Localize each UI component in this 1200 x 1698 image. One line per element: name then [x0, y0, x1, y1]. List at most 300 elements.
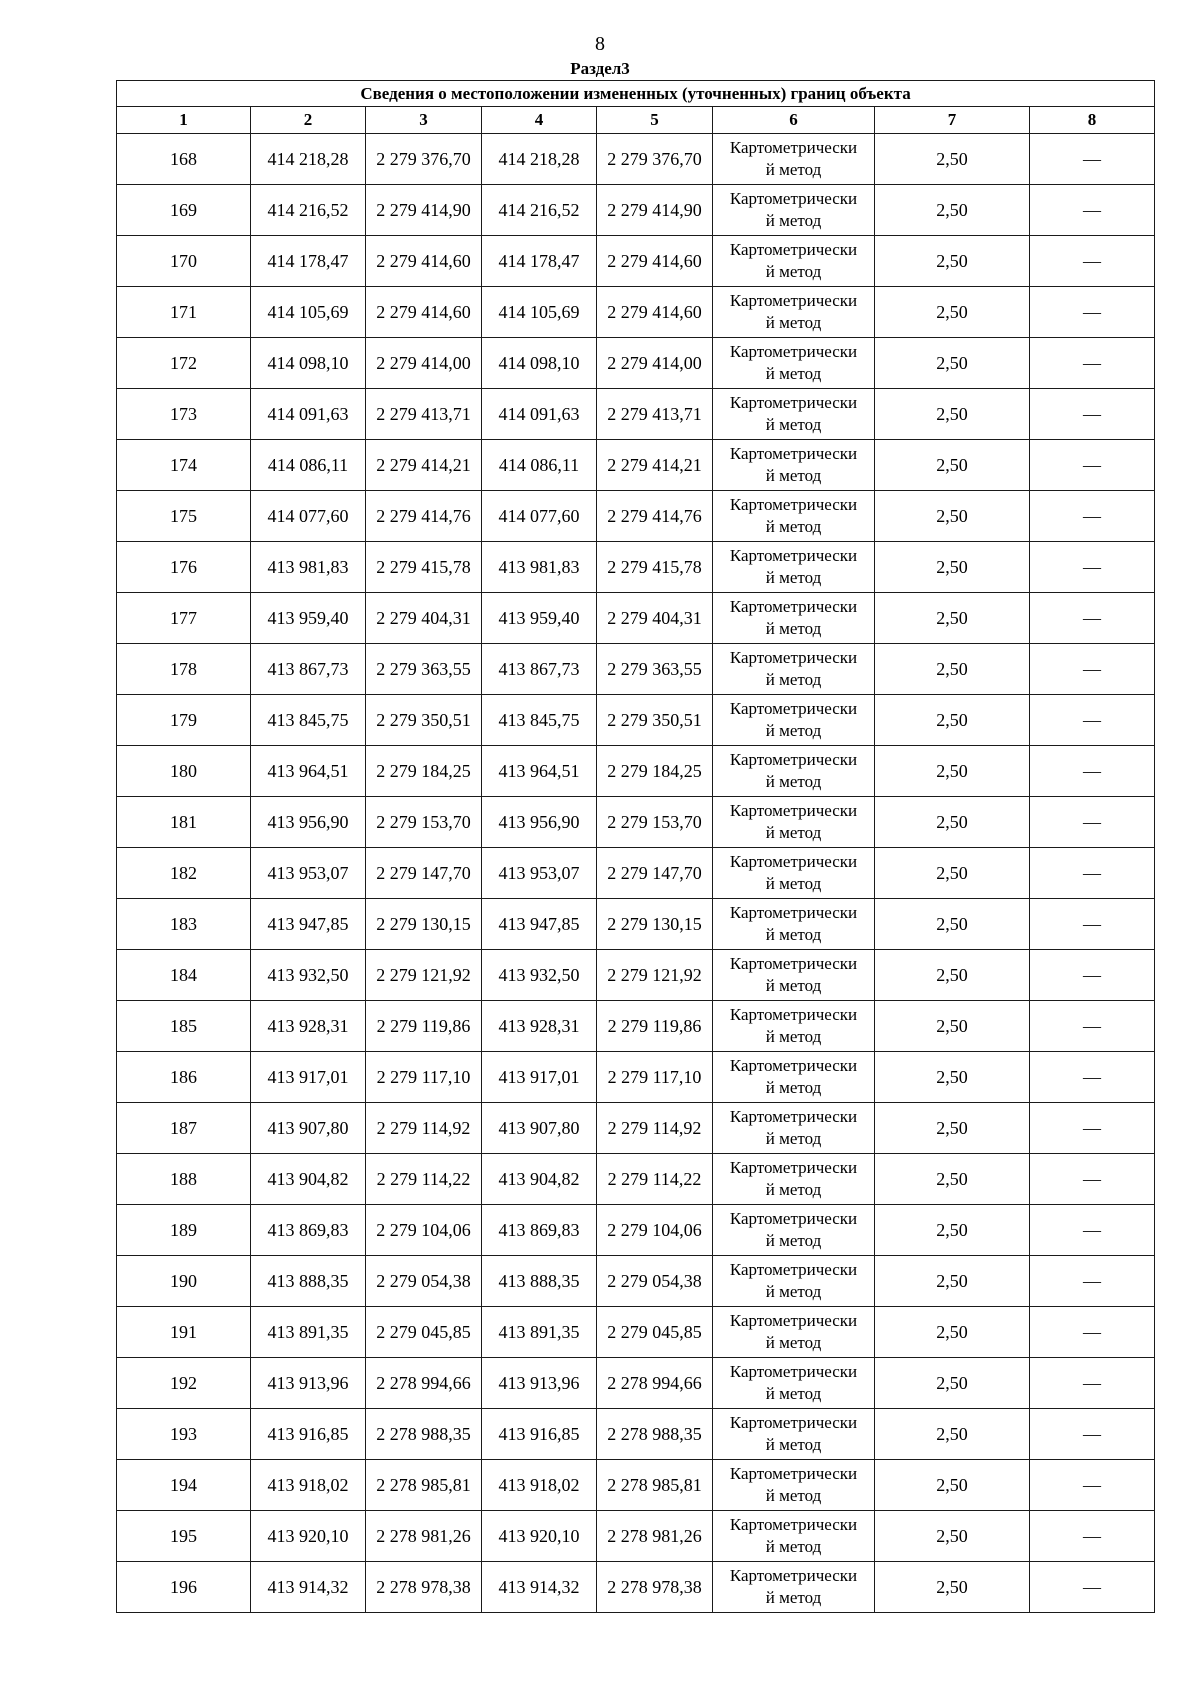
x-new-cell: 413 947,85 — [482, 899, 597, 950]
table-row — [117, 644, 1155, 695]
table-row — [117, 287, 1155, 338]
x-new-cell: 414 098,10 — [482, 338, 597, 389]
point-number-cell: 170 — [117, 236, 251, 287]
table-row — [117, 1154, 1155, 1205]
x-new-cell: 413 953,07 — [482, 848, 597, 899]
x-existing-cell: 413 914,32 — [251, 1562, 366, 1613]
method-text: й метод — [765, 415, 822, 434]
point-number-cell: 187 — [117, 1103, 251, 1154]
method-cell — [713, 950, 875, 1001]
method-text: Картометрически — [729, 750, 858, 769]
note-cell: — — [1030, 440, 1155, 491]
y-existing-cell: 2 279 130,15 — [366, 899, 482, 950]
method-text: Картометрически — [729, 1209, 858, 1228]
y-new-cell: 2 279 414,21 — [597, 440, 713, 491]
x-new-cell: 414 086,11 — [482, 440, 597, 491]
accuracy-cell: 2,50 — [875, 1205, 1030, 1256]
column-number: 2 — [251, 107, 366, 134]
y-new-cell: 2 278 988,35 — [597, 1409, 713, 1460]
accuracy-cell: 2,50 — [875, 338, 1030, 389]
section-title: Раздел3 — [570, 59, 630, 78]
accuracy-cell: 2,50 — [875, 848, 1030, 899]
point-number-cell: 174 — [117, 440, 251, 491]
note-cell: — — [1030, 338, 1155, 389]
note-cell: — — [1030, 848, 1155, 899]
table-row — [117, 950, 1155, 1001]
point-number-cell: 179 — [117, 695, 251, 746]
method-text: Картометрически — [729, 138, 858, 157]
method-text: й метод — [765, 874, 822, 893]
x-new-cell: 413 907,80 — [482, 1103, 597, 1154]
point-number-cell: 188 — [117, 1154, 251, 1205]
accuracy-cell: 2,50 — [875, 542, 1030, 593]
method-text: й метод — [765, 670, 822, 689]
y-existing-cell: 2 279 414,21 — [366, 440, 482, 491]
x-existing-cell: 413 947,85 — [251, 899, 366, 950]
column-number: 8 — [1030, 107, 1155, 134]
table-row — [117, 797, 1155, 848]
y-existing-cell: 2 278 981,26 — [366, 1511, 482, 1562]
method-text: й метод — [765, 721, 822, 740]
x-existing-cell: 413 928,31 — [251, 1001, 366, 1052]
x-existing-cell: 414 216,52 — [251, 185, 366, 236]
y-new-cell: 2 279 114,22 — [597, 1154, 713, 1205]
x-existing-cell: 414 178,47 — [251, 236, 366, 287]
y-existing-cell: 2 278 988,35 — [366, 1409, 482, 1460]
method-cell — [713, 236, 875, 287]
method-text: Картометрически — [729, 1413, 858, 1432]
note-cell: — — [1030, 1256, 1155, 1307]
method-text: Картометрически — [729, 393, 858, 412]
note-cell: — — [1030, 185, 1155, 236]
y-existing-cell: 2 279 045,85 — [366, 1307, 482, 1358]
y-existing-cell: 2 279 054,38 — [366, 1256, 482, 1307]
y-existing-cell: 2 279 414,90 — [366, 185, 482, 236]
method-cell — [713, 440, 875, 491]
x-existing-cell: 414 098,10 — [251, 338, 366, 389]
table-row — [117, 236, 1155, 287]
method-text: й метод — [765, 1435, 822, 1454]
method-cell — [713, 1103, 875, 1154]
x-existing-cell: 413 959,40 — [251, 593, 366, 644]
table-caption-row — [117, 81, 1155, 107]
point-number-cell: 189 — [117, 1205, 251, 1256]
method-text: й метод — [765, 466, 822, 485]
method-cell — [713, 134, 875, 185]
x-new-cell: 414 105,69 — [482, 287, 597, 338]
method-cell — [713, 338, 875, 389]
point-number-cell: 173 — [117, 389, 251, 440]
x-existing-cell: 413 964,51 — [251, 746, 366, 797]
x-existing-cell: 413 891,35 — [251, 1307, 366, 1358]
table-row — [117, 542, 1155, 593]
method-cell — [713, 1154, 875, 1205]
table-body — [117, 134, 1155, 1613]
note-cell: — — [1030, 899, 1155, 950]
table-row — [117, 1460, 1155, 1511]
x-existing-cell: 413 932,50 — [251, 950, 366, 1001]
note-cell: — — [1030, 1358, 1155, 1409]
method-cell — [713, 1511, 875, 1562]
accuracy-cell: 2,50 — [875, 1511, 1030, 1562]
x-existing-cell: 413 888,35 — [251, 1256, 366, 1307]
accuracy-cell: 2,50 — [875, 440, 1030, 491]
note-cell: — — [1030, 1562, 1155, 1613]
method-text: Картометрически — [729, 648, 858, 667]
method-text: Картометрически — [729, 1107, 858, 1126]
y-existing-cell: 2 278 985,81 — [366, 1460, 482, 1511]
method-text: Картометрически — [729, 1158, 858, 1177]
point-number-cell: 191 — [117, 1307, 251, 1358]
method-text: й метод — [765, 1282, 822, 1301]
y-existing-cell: 2 279 147,70 — [366, 848, 482, 899]
point-number-cell: 177 — [117, 593, 251, 644]
x-existing-cell: 413 913,96 — [251, 1358, 366, 1409]
x-existing-cell: 413 917,01 — [251, 1052, 366, 1103]
y-new-cell: 2 278 978,38 — [597, 1562, 713, 1613]
method-text: Картометрически — [729, 903, 858, 922]
y-existing-cell: 2 279 414,60 — [366, 236, 482, 287]
method-cell — [713, 848, 875, 899]
table-row — [117, 1001, 1155, 1052]
method-cell — [713, 287, 875, 338]
method-text: й метод — [765, 619, 822, 638]
note-cell: — — [1030, 389, 1155, 440]
note-cell: — — [1030, 287, 1155, 338]
y-new-cell: 2 279 045,85 — [597, 1307, 713, 1358]
point-number-cell: 195 — [117, 1511, 251, 1562]
method-text: Картометрически — [729, 1464, 858, 1483]
method-text: й метод — [765, 1027, 822, 1046]
y-existing-cell: 2 279 376,70 — [366, 134, 482, 185]
accuracy-cell: 2,50 — [875, 389, 1030, 440]
point-number-cell: 175 — [117, 491, 251, 542]
y-existing-cell: 2 279 363,55 — [366, 644, 482, 695]
accuracy-cell: 2,50 — [875, 950, 1030, 1001]
method-text: й метод — [765, 925, 822, 944]
accuracy-cell: 2,50 — [875, 1358, 1030, 1409]
method-text: Картометрически — [729, 189, 858, 208]
x-new-cell: 413 917,01 — [482, 1052, 597, 1103]
y-new-cell: 2 279 376,70 — [597, 134, 713, 185]
y-existing-cell: 2 278 978,38 — [366, 1562, 482, 1613]
y-existing-cell: 2 279 114,92 — [366, 1103, 482, 1154]
column-number: 5 — [597, 107, 713, 134]
point-number-cell: 190 — [117, 1256, 251, 1307]
point-number-cell: 193 — [117, 1409, 251, 1460]
table-row — [117, 695, 1155, 746]
table-row — [117, 1256, 1155, 1307]
note-cell: — — [1030, 491, 1155, 542]
method-text: Картометрически — [729, 699, 858, 718]
y-existing-cell: 2 278 994,66 — [366, 1358, 482, 1409]
x-new-cell: 413 891,35 — [482, 1307, 597, 1358]
y-new-cell: 2 279 117,10 — [597, 1052, 713, 1103]
method-text: Картометрически — [729, 954, 858, 973]
method-cell — [713, 1460, 875, 1511]
y-existing-cell: 2 279 104,06 — [366, 1205, 482, 1256]
y-new-cell: 2 279 119,86 — [597, 1001, 713, 1052]
y-existing-cell: 2 279 119,86 — [366, 1001, 482, 1052]
y-existing-cell: 2 279 153,70 — [366, 797, 482, 848]
y-existing-cell: 2 279 413,71 — [366, 389, 482, 440]
method-text: й метод — [765, 1588, 822, 1607]
method-cell — [713, 695, 875, 746]
accuracy-cell: 2,50 — [875, 593, 1030, 644]
note-cell: — — [1030, 797, 1155, 848]
y-new-cell: 2 279 414,60 — [597, 287, 713, 338]
x-existing-cell: 413 916,85 — [251, 1409, 366, 1460]
point-number-cell: 172 — [117, 338, 251, 389]
method-cell — [713, 1205, 875, 1256]
x-existing-cell: 413 904,82 — [251, 1154, 366, 1205]
y-new-cell: 2 278 985,81 — [597, 1460, 713, 1511]
x-new-cell: 413 928,31 — [482, 1001, 597, 1052]
accuracy-cell: 2,50 — [875, 185, 1030, 236]
y-existing-cell: 2 279 404,31 — [366, 593, 482, 644]
x-existing-cell: 414 218,28 — [251, 134, 366, 185]
method-text: й метод — [765, 211, 822, 230]
x-existing-cell: 414 091,63 — [251, 389, 366, 440]
point-number-cell: 185 — [117, 1001, 251, 1052]
method-text: Картометрически — [729, 801, 858, 820]
table-row — [117, 1205, 1155, 1256]
method-cell — [713, 1307, 875, 1358]
method-text: Картометрически — [729, 240, 858, 259]
point-number-cell: 196 — [117, 1562, 251, 1613]
y-existing-cell: 2 279 414,60 — [366, 287, 482, 338]
x-new-cell: 413 981,83 — [482, 542, 597, 593]
method-text: й метод — [765, 1486, 822, 1505]
method-cell — [713, 1562, 875, 1613]
method-text: й метод — [765, 1333, 822, 1352]
method-text: Картометрически — [729, 1056, 858, 1075]
accuracy-cell: 2,50 — [875, 236, 1030, 287]
y-new-cell: 2 279 114,92 — [597, 1103, 713, 1154]
point-number-cell: 182 — [117, 848, 251, 899]
y-new-cell: 2 279 153,70 — [597, 797, 713, 848]
column-number: 4 — [482, 107, 597, 134]
page-number: 8 — [595, 33, 605, 55]
x-new-cell: 413 869,83 — [482, 1205, 597, 1256]
y-new-cell: 2 279 414,00 — [597, 338, 713, 389]
method-text: Картометрически — [729, 1566, 858, 1585]
accuracy-cell: 2,50 — [875, 134, 1030, 185]
y-existing-cell: 2 279 117,10 — [366, 1052, 482, 1103]
method-cell — [713, 389, 875, 440]
y-new-cell: 2 279 414,90 — [597, 185, 713, 236]
column-number: 6 — [713, 107, 875, 134]
note-cell: — — [1030, 1511, 1155, 1562]
method-cell — [713, 899, 875, 950]
point-number-cell: 194 — [117, 1460, 251, 1511]
accuracy-cell: 2,50 — [875, 1052, 1030, 1103]
method-text: й метод — [765, 976, 822, 995]
x-existing-cell: 414 077,60 — [251, 491, 366, 542]
method-text: й метод — [765, 364, 822, 383]
column-number: 1 — [117, 107, 251, 134]
method-cell — [713, 1052, 875, 1103]
method-text: Картометрически — [729, 495, 858, 514]
x-existing-cell: 413 920,10 — [251, 1511, 366, 1562]
note-cell: — — [1030, 1307, 1155, 1358]
accuracy-cell: 2,50 — [875, 1256, 1030, 1307]
x-existing-cell: 413 869,83 — [251, 1205, 366, 1256]
y-existing-cell: 2 279 121,92 — [366, 950, 482, 1001]
y-new-cell: 2 279 184,25 — [597, 746, 713, 797]
accuracy-cell: 2,50 — [875, 1562, 1030, 1613]
column-number-row — [117, 107, 1155, 134]
note-cell: — — [1030, 542, 1155, 593]
method-text: й метод — [765, 517, 822, 536]
method-cell — [713, 542, 875, 593]
method-text: й метод — [765, 160, 822, 179]
method-text: Картометрически — [729, 342, 858, 361]
method-cell — [713, 1409, 875, 1460]
note-cell: — — [1030, 1001, 1155, 1052]
method-cell — [713, 797, 875, 848]
method-text: Картометрически — [729, 1311, 858, 1330]
column-number: 7 — [875, 107, 1030, 134]
table-row — [117, 746, 1155, 797]
method-cell — [713, 644, 875, 695]
method-text: й метод — [765, 313, 822, 332]
x-new-cell: 414 218,28 — [482, 134, 597, 185]
note-cell: — — [1030, 593, 1155, 644]
point-number-cell: 169 — [117, 185, 251, 236]
accuracy-cell: 2,50 — [875, 491, 1030, 542]
accuracy-cell: 2,50 — [875, 1460, 1030, 1511]
x-new-cell: 413 914,32 — [482, 1562, 597, 1613]
x-new-cell: 414 091,63 — [482, 389, 597, 440]
y-new-cell: 2 278 994,66 — [597, 1358, 713, 1409]
point-number-cell: 183 — [117, 899, 251, 950]
note-cell: — — [1030, 134, 1155, 185]
x-new-cell: 413 904,82 — [482, 1154, 597, 1205]
x-new-cell: 414 178,47 — [482, 236, 597, 287]
y-existing-cell: 2 279 414,76 — [366, 491, 482, 542]
x-new-cell: 413 845,75 — [482, 695, 597, 746]
y-new-cell: 2 279 121,92 — [597, 950, 713, 1001]
accuracy-cell: 2,50 — [875, 287, 1030, 338]
table-row — [117, 1307, 1155, 1358]
y-new-cell: 2 279 414,76 — [597, 491, 713, 542]
method-text: й метод — [765, 1384, 822, 1403]
accuracy-cell: 2,50 — [875, 1307, 1030, 1358]
method-cell — [713, 593, 875, 644]
method-text: й метод — [765, 1231, 822, 1250]
x-new-cell: 413 920,10 — [482, 1511, 597, 1562]
method-text: й метод — [765, 1180, 822, 1199]
accuracy-cell: 2,50 — [875, 1001, 1030, 1052]
note-cell: — — [1030, 1205, 1155, 1256]
y-new-cell: 2 279 054,38 — [597, 1256, 713, 1307]
method-text: Картометрически — [729, 597, 858, 616]
table-row — [117, 848, 1155, 899]
method-cell — [713, 185, 875, 236]
table-row — [117, 1562, 1155, 1613]
note-cell: — — [1030, 644, 1155, 695]
note-cell: — — [1030, 1409, 1155, 1460]
x-new-cell: 413 867,73 — [482, 644, 597, 695]
point-number-cell: 171 — [117, 287, 251, 338]
method-cell — [713, 1358, 875, 1409]
accuracy-cell: 2,50 — [875, 695, 1030, 746]
accuracy-cell: 2,50 — [875, 746, 1030, 797]
note-cell: — — [1030, 950, 1155, 1001]
table-row — [117, 1358, 1155, 1409]
accuracy-cell: 2,50 — [875, 899, 1030, 950]
method-text: й метод — [765, 1537, 822, 1556]
method-text: й метод — [765, 823, 822, 842]
x-new-cell: 413 916,85 — [482, 1409, 597, 1460]
table-row — [117, 338, 1155, 389]
accuracy-cell: 2,50 — [875, 1409, 1030, 1460]
table-row — [117, 1052, 1155, 1103]
x-new-cell: 413 932,50 — [482, 950, 597, 1001]
y-new-cell: 2 279 415,78 — [597, 542, 713, 593]
method-text: Картометрически — [729, 546, 858, 565]
x-existing-cell: 414 105,69 — [251, 287, 366, 338]
x-new-cell: 413 956,90 — [482, 797, 597, 848]
table-row — [117, 899, 1155, 950]
point-number-cell: 192 — [117, 1358, 251, 1409]
method-text: Картометрически — [729, 1005, 858, 1024]
note-cell: — — [1030, 1103, 1155, 1154]
y-existing-cell: 2 279 184,25 — [366, 746, 482, 797]
accuracy-cell: 2,50 — [875, 644, 1030, 695]
note-cell: — — [1030, 746, 1155, 797]
accuracy-cell: 2,50 — [875, 797, 1030, 848]
method-text: й метод — [765, 262, 822, 281]
x-existing-cell: 413 845,75 — [251, 695, 366, 746]
x-existing-cell: 413 918,02 — [251, 1460, 366, 1511]
point-number-cell: 178 — [117, 644, 251, 695]
note-cell: — — [1030, 236, 1155, 287]
accuracy-cell: 2,50 — [875, 1154, 1030, 1205]
method-text: Картометрически — [729, 1260, 858, 1279]
x-new-cell: 413 959,40 — [482, 593, 597, 644]
y-new-cell: 2 279 104,06 — [597, 1205, 713, 1256]
method-text: Картометрически — [729, 291, 858, 310]
method-text: й метод — [765, 1078, 822, 1097]
table-row — [117, 1103, 1155, 1154]
table-row — [117, 1511, 1155, 1562]
note-cell: — — [1030, 695, 1155, 746]
method-text: й метод — [765, 568, 822, 587]
method-cell — [713, 1256, 875, 1307]
method-text: Картометрически — [729, 444, 858, 463]
x-new-cell: 413 888,35 — [482, 1256, 597, 1307]
note-cell: — — [1030, 1460, 1155, 1511]
y-existing-cell: 2 279 414,00 — [366, 338, 482, 389]
method-cell — [713, 491, 875, 542]
y-new-cell: 2 279 130,15 — [597, 899, 713, 950]
method-cell — [713, 746, 875, 797]
method-text: Картометрически — [729, 1515, 858, 1534]
y-new-cell: 2 279 350,51 — [597, 695, 713, 746]
method-text: Картометрически — [729, 1362, 858, 1381]
x-new-cell: 413 918,02 — [482, 1460, 597, 1511]
point-number-cell: 180 — [117, 746, 251, 797]
x-existing-cell: 413 953,07 — [251, 848, 366, 899]
table-row — [117, 185, 1155, 236]
x-existing-cell: 413 867,73 — [251, 644, 366, 695]
method-text: й метод — [765, 1129, 822, 1148]
coordinates-table — [116, 80, 1155, 1613]
table-row — [117, 1409, 1155, 1460]
x-existing-cell: 413 956,90 — [251, 797, 366, 848]
